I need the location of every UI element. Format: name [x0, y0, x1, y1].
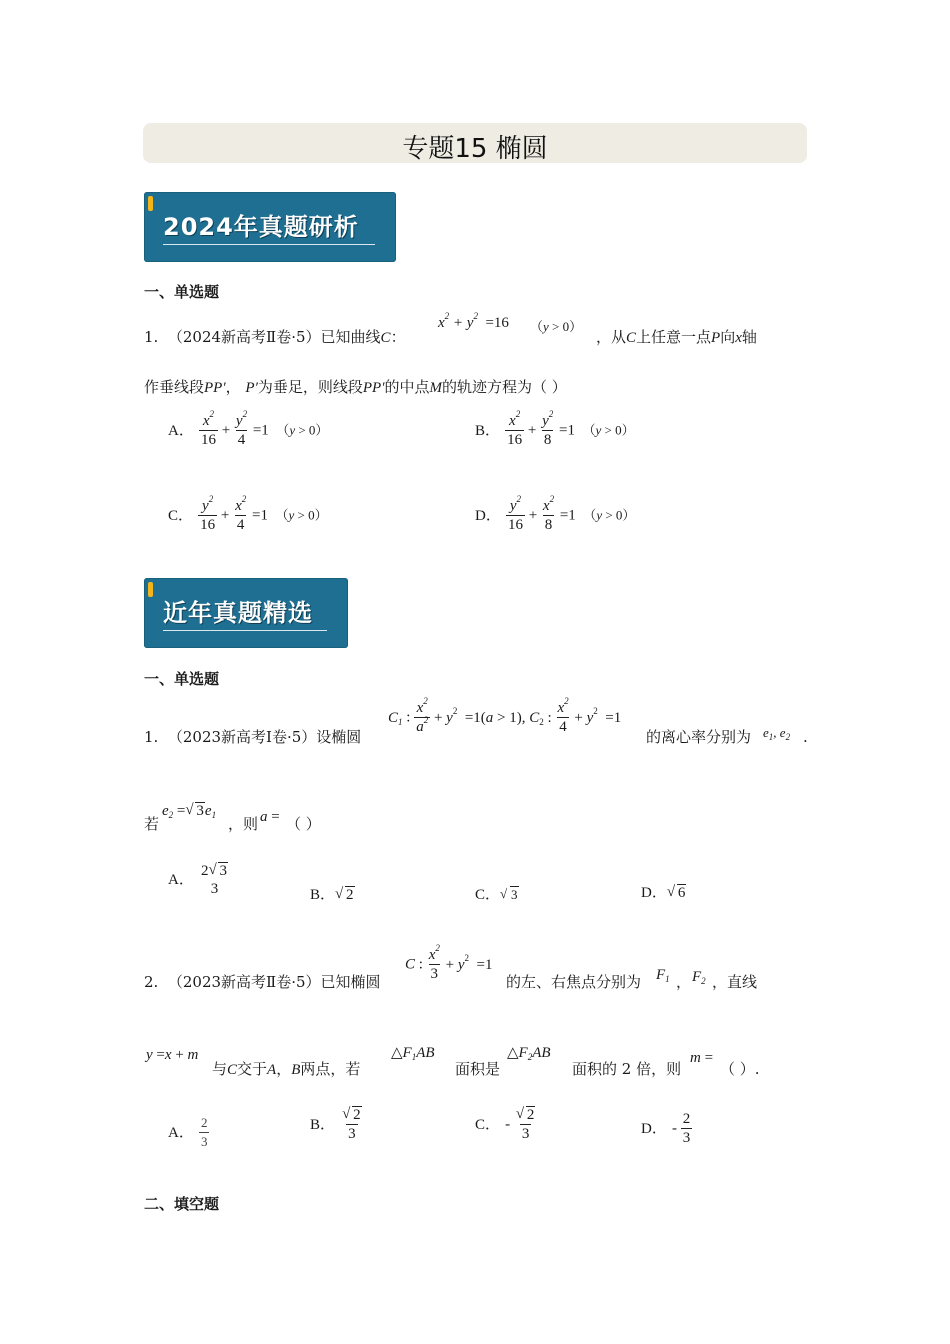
period: . — [803, 728, 808, 746]
answer-paren: （ ）. — [720, 1060, 760, 1078]
question-number: 1. — [144, 328, 159, 346]
question-2023-2-line2 — [212, 1059, 360, 1080]
text-area-is: 面积是 — [455, 1060, 501, 1078]
question-2023-1-line2-start: 若 — [144, 815, 160, 833]
curve-name: C — [227, 1062, 238, 1078]
option-label: C． — [475, 887, 501, 903]
question-number: 1. — [144, 728, 159, 746]
comma-text: ， — [676, 973, 692, 991]
curve-condition: （y > 0） — [530, 319, 583, 334]
banner-notch-icon — [148, 196, 153, 211]
eccentricity-vars: $e_1$, $e_2$ — [763, 725, 791, 742]
text-segment: 为垂足，则线段 — [257, 378, 363, 396]
text-segment: 的中点 — [384, 378, 430, 396]
text-segment: 轴 — [741, 328, 757, 346]
point-a: A — [267, 1062, 277, 1078]
question-2023-2-line1 — [144, 972, 381, 992]
text-straight-line: ，直线 — [712, 973, 758, 991]
triangle-f1ab: $\triangle F_1AB$ — [391, 1045, 435, 1062]
text-segment: 交于 — [237, 1060, 268, 1078]
segment-pp: PP′ — [204, 380, 226, 396]
question-2023-1-line2-then: ，则 — [228, 815, 259, 833]
question-2024-line1 — [144, 327, 406, 348]
banner-2024 — [144, 192, 396, 262]
segment-pp-ref: PP′ — [362, 380, 385, 396]
question-2024-line1-end — [596, 327, 757, 348]
curve-equation: $x^2 + y^2 =16$ — [438, 311, 509, 331]
question-source: （2024新高考Ⅱ卷·5）已知曲线 — [167, 328, 381, 346]
option-b[interactable]: B． √ $\frac{2}{3}$ — [310, 1106, 364, 1143]
axis-x: x — [735, 330, 742, 346]
text-twice: 面积的 2 倍，则 — [572, 1060, 682, 1078]
focus-f1: $F_1$ — [656, 967, 670, 984]
focus-f2: $F_2$ — [692, 969, 706, 986]
banner-notch-icon — [148, 582, 153, 597]
option-label: C． — [168, 507, 194, 524]
section-heading-single-choice-2: 一、单选题 — [144, 670, 220, 688]
curve-name: C — [380, 330, 391, 346]
question-2023-1-line1-end — [646, 727, 751, 747]
point-b: B — [291, 1062, 301, 1078]
option-label: B． — [310, 1116, 336, 1133]
section-heading-fill-in: 二、填空题 — [144, 1195, 220, 1213]
text-segment: ， — [225, 378, 241, 396]
text-segment: ， — [276, 1060, 292, 1078]
midpoint-m: M — [429, 380, 443, 396]
text-segment: 的离心率分别为 — [646, 728, 752, 746]
foot-point: P′ — [245, 380, 258, 396]
option-d[interactable]: D． $\frac{y^2}{16}$ + $\frac{x^2}{8}$ =1 （y > 0） — [475, 494, 636, 533]
answer-paren: （ ） — [286, 815, 321, 833]
text-segment: 两点，若 — [300, 1060, 361, 1078]
banner-underline — [163, 630, 327, 631]
banner-recent-text: 近年真题精选 — [163, 599, 313, 627]
option-a[interactable]: A． $\frac{x^2}{16}$ + $\frac{y^2}{4}$ =1 （y > 0） — [168, 409, 329, 448]
ellipse-equations: $C_1$ : $\frac{x^2}{a^2}$ + $y^2 =1(a > 1)$, $C_2$ : $\frac{x^2}{4}$ + $y^2 =1$ — [388, 696, 622, 735]
option-label: B． — [475, 422, 501, 439]
banner-2024-text: 2024年真题研析 — [163, 213, 359, 241]
text-segment: 作垂线段 — [144, 378, 205, 396]
text-segment: ，从 — [596, 328, 627, 346]
option-label: A． — [168, 1124, 194, 1141]
option-c[interactable]: C． $\frac{y^2}{16}$ + $\frac{x^2}{4}$ =1 （y > 0） — [168, 494, 328, 533]
question-2023-2-line1-end: 的左、右焦点分别为 — [506, 973, 642, 991]
question-source: （2023新高考Ⅰ卷·5）设椭圆 — [167, 728, 362, 746]
option-d[interactable]: D． - $\frac{2}{3}$ — [641, 1111, 691, 1146]
option-label: C． — [475, 1116, 501, 1133]
question-number: 2. — [144, 973, 159, 991]
title-bar — [143, 123, 807, 163]
banner-underline — [163, 244, 375, 245]
text-segment: 的轨迹方程为（ ） — [442, 378, 567, 396]
option-a[interactable]: A． 2√ 3 3 — [168, 862, 230, 898]
banner-recent — [144, 578, 348, 648]
option-label: D． — [641, 885, 667, 901]
option-c[interactable]: C． - √ $\frac{2}{3}$ — [475, 1106, 537, 1143]
point-p: P — [711, 330, 721, 346]
triangle-f2ab: $\triangle F_2AB$ — [507, 1045, 551, 1062]
option-label: B． — [310, 887, 336, 903]
ellipse-equation-c: C : $\frac{x^2}{3}$ + $y^2 =1$ — [405, 943, 493, 982]
page-title: 专题15 椭圆 — [402, 134, 548, 164]
question-source: （2023新高考Ⅱ卷·5）已知椭圆 — [167, 973, 381, 991]
a-equals: a = — [260, 809, 280, 825]
line-equation: y =x + m — [146, 1047, 199, 1063]
question-2023-1-line1 — [144, 727, 361, 747]
option-a[interactable]: A． $\frac{2}{3}$ — [168, 1115, 208, 1149]
m-equals: m = — [690, 1050, 714, 1066]
option-label: D． — [475, 507, 501, 524]
option-d[interactable]: D．√ 6 — [641, 882, 686, 903]
option-b[interactable]: B． $\frac{x^2}{16}$ + $\frac{y^2}{8}$ =1 （y > 0） — [475, 409, 635, 448]
text-segment: 与 — [212, 1060, 228, 1078]
option-label: D． — [641, 1120, 667, 1137]
option-b[interactable]: B．√ 2 — [310, 884, 355, 905]
option-label: A． — [168, 872, 194, 888]
curve-name-ref: C — [626, 330, 637, 346]
colon-text: ： — [390, 328, 406, 346]
text-segment: 上任意一点 — [636, 328, 712, 346]
question-2024-line2 — [144, 377, 567, 398]
text-segment: 向 — [720, 328, 736, 346]
section-heading-single-choice: 一、单选题 — [144, 283, 220, 301]
option-label: A． — [168, 422, 194, 439]
option-c[interactable]: C．√ 3 — [475, 884, 519, 905]
eccentricity-relation: $e_2$ =√ $3e_1$ — [162, 802, 216, 820]
